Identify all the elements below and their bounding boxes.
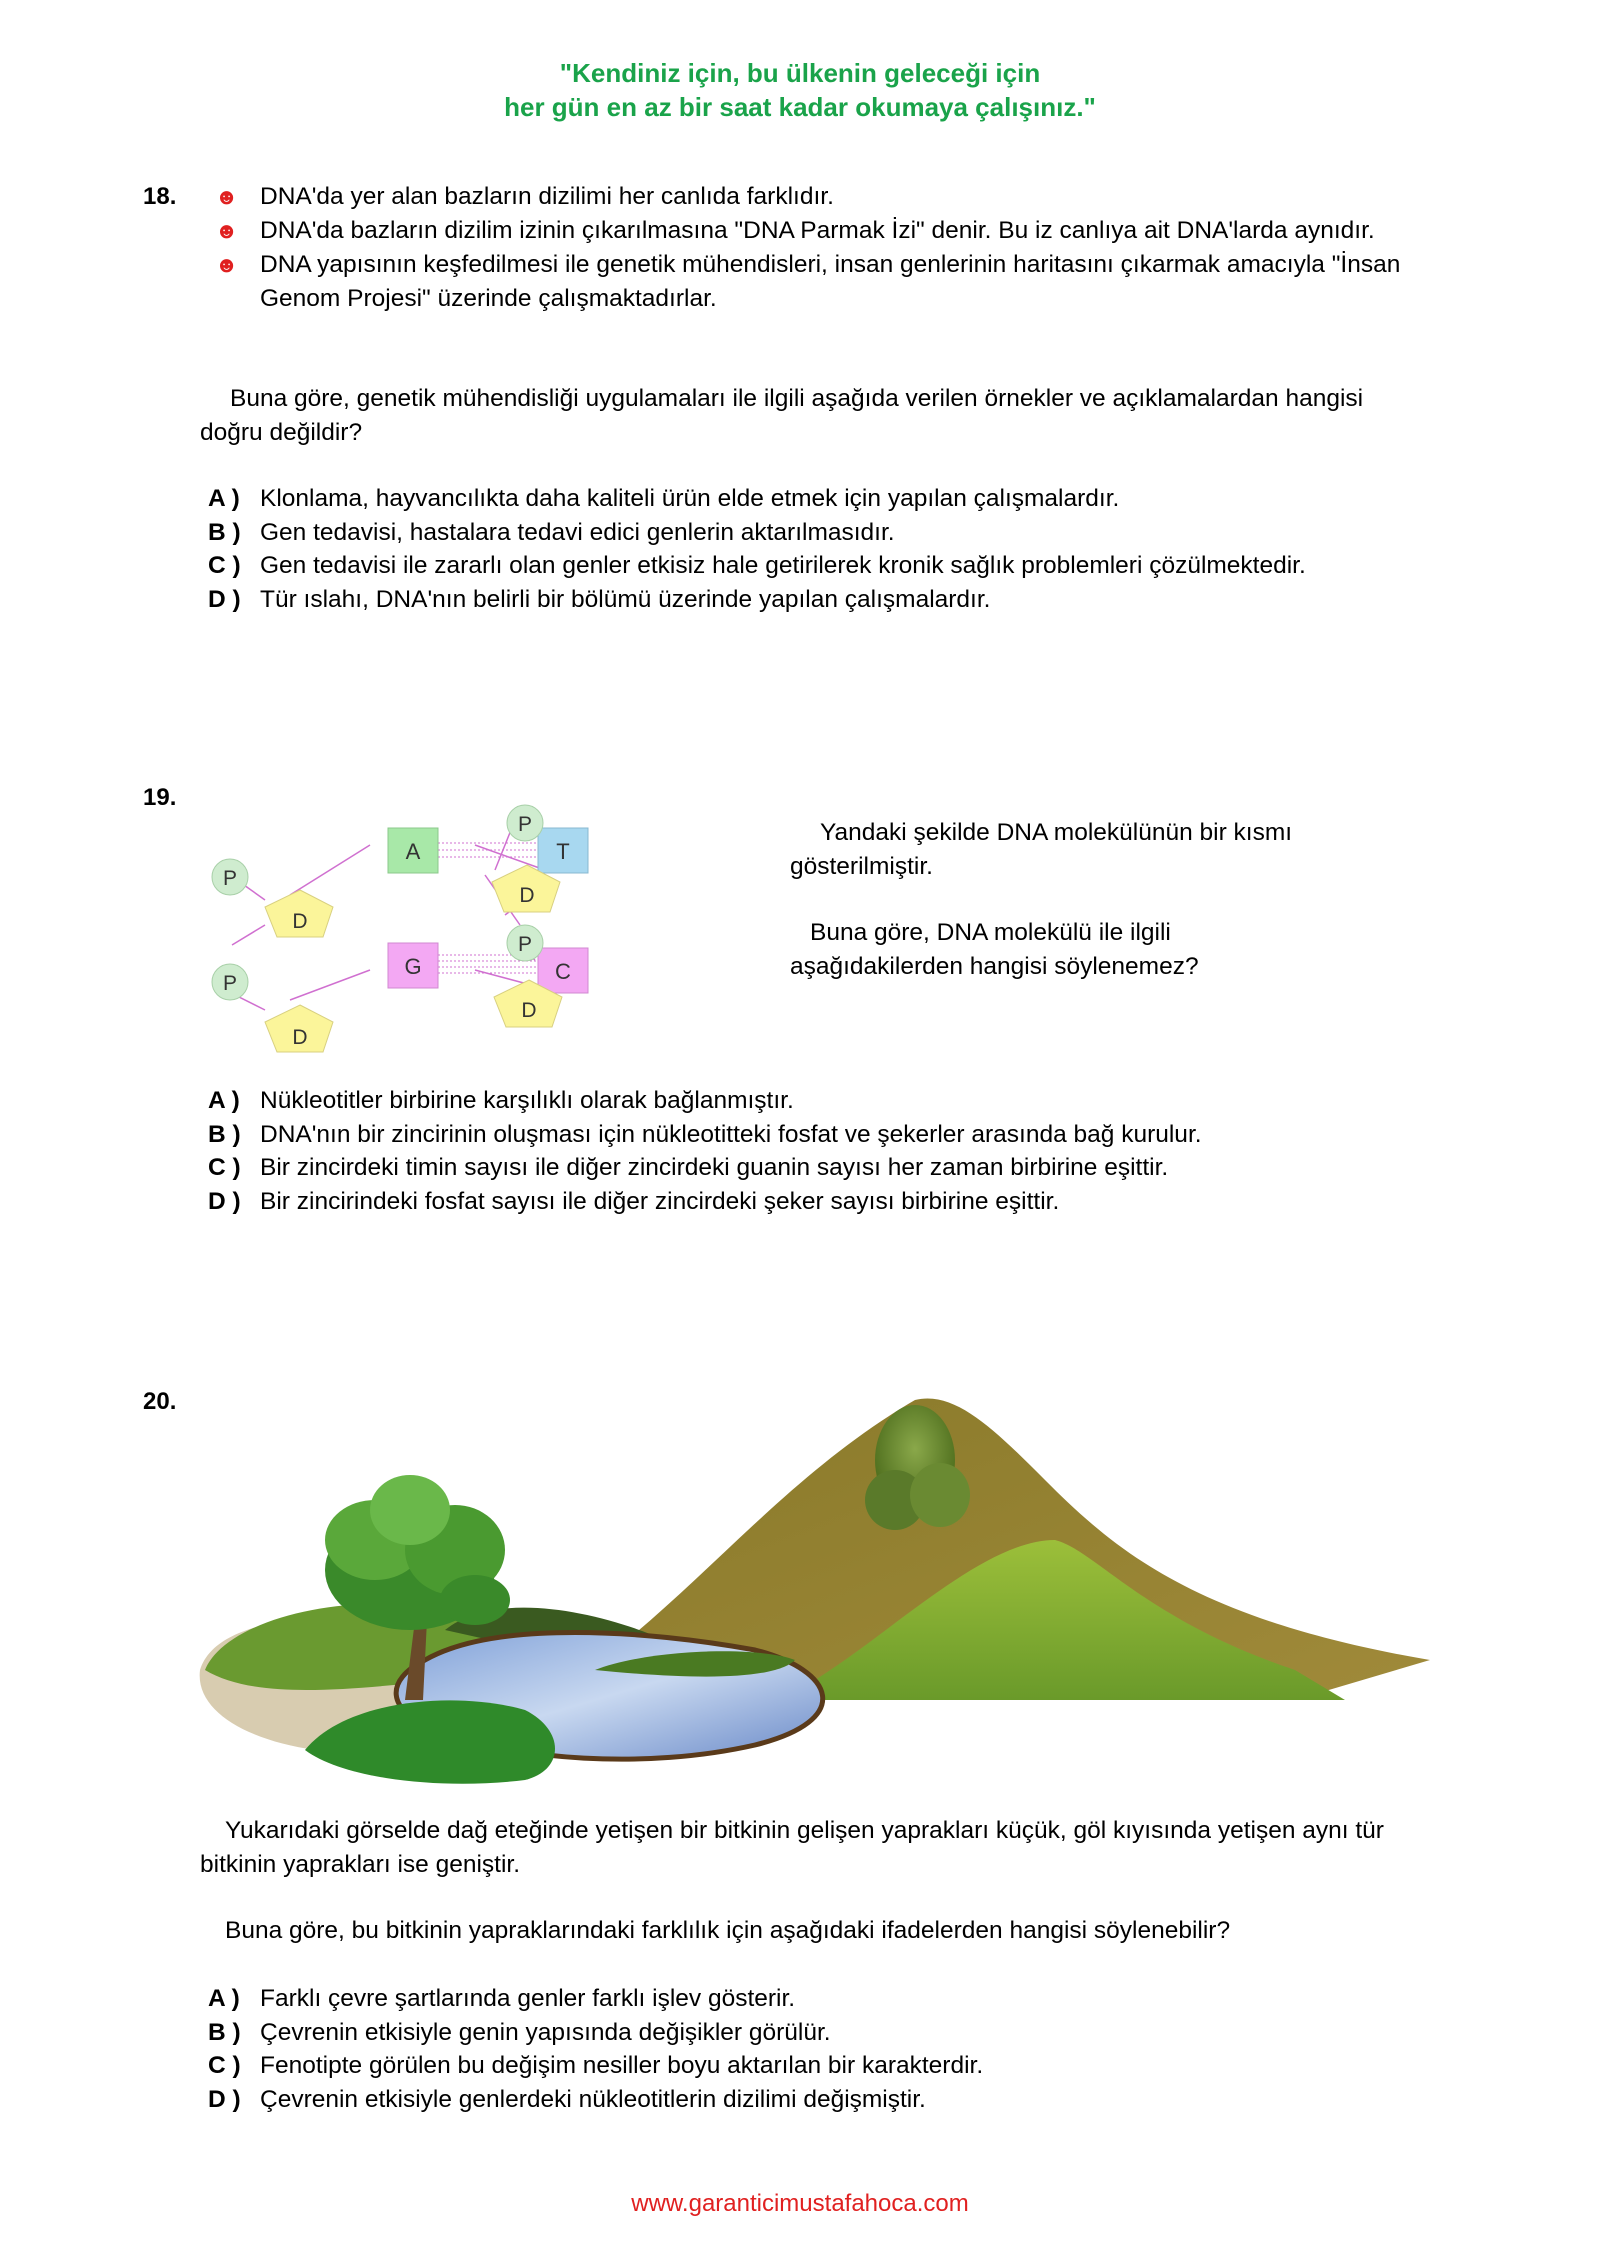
- option-text: Bir zincirdeki timin sayısı ile diğer zincirdeki guanin sayısı her zaman birbirine eşittir.: [260, 1154, 1169, 1181]
- option-letter: D ): [208, 585, 241, 613]
- option-letter: B ): [208, 518, 241, 546]
- option-text: Bir zincirindeki fosfat sayısı ile diğer zincirdeki şeker sayısı birbirine eşittir.: [260, 1187, 1060, 1215]
- svg-text:T: T: [556, 839, 570, 864]
- option-letter: A ): [208, 485, 240, 512]
- svg-text:D: D: [521, 999, 537, 1022]
- footer-website-link[interactable]: www.garanticimustafahoca.com: [631, 2190, 969, 2217]
- option-d[interactable]: [208, 2083, 983, 2117]
- option-text: Fenotipte görülen bu değişim nesiller boyu aktarılan bir karakterdir.: [260, 2052, 984, 2079]
- phosphate-p-3: [507, 805, 543, 841]
- list-item: [215, 214, 1415, 248]
- option-text: Tür ıslahı, DNA'nın belirli bir bölümü üzerinde yapılan çalışmalardır.: [260, 585, 991, 613]
- option-letter: D ): [208, 1187, 241, 1215]
- option-text: Farklı çevre şartlarında genler farklı işlev gösterir.: [260, 1985, 796, 2012]
- option-text: Çevrenin etkisiyle genin yapısında değişikler görülür.: [260, 2018, 831, 2046]
- phosphate-p-2: [212, 964, 248, 1000]
- option-letter: C ): [208, 552, 241, 579]
- dna-diagram: [195, 795, 785, 1070]
- base-c: [538, 948, 588, 993]
- option-a[interactable]: [208, 1084, 1202, 1118]
- option-letter: C ): [208, 2052, 241, 2079]
- q20-paragraph-2: Buna göre, bu bitkinin yapraklarındaki farklılık için aşağıdaki ifadelerden hangisi söylenebilir?: [225, 1917, 1231, 1944]
- svg-text:P: P: [222, 972, 238, 995]
- q19-options: [208, 1084, 1202, 1218]
- option-b[interactable]: [208, 1118, 1202, 1152]
- svg-text:D: D: [519, 884, 535, 907]
- option-text: Çevrenin etkisiyle genlerdeki nükleotitlerin dizilimi değişmiştir.: [260, 2085, 926, 2113]
- option-c[interactable]: [208, 2049, 983, 2083]
- q20-options: [208, 1982, 983, 2116]
- phosphate-p-4: [507, 925, 543, 961]
- option-text: Gen tedavisi, hastalara tedavi edici genlerin aktarılmasıdır.: [260, 518, 895, 546]
- landscape-illustration: [195, 1370, 1435, 1810]
- svg-text:P: P: [222, 867, 238, 890]
- q18-bullet-3: DNA yapısının keşfedilmesi ile genetik mühendisleri, insan genlerinin haritasını çıkarmak amacıyla "İnsan Genom Projesi" üzerinde çalışmaktadırlar.: [260, 251, 1401, 312]
- q18-question: Buna göre, genetik mühendisliği uygulamaları ile ilgili aşağıda verilen örnekler ve açıklamalardan hangisi doğru değildir?: [200, 385, 1364, 446]
- svg-text:A: A: [405, 839, 421, 864]
- smiley-icon: ☻: [215, 252, 239, 277]
- q19-text-2: Buna göre, DNA molekülü ile ilgili aşağıdakilerden hangisi söylenemez?: [790, 919, 1199, 980]
- option-text: Nükleotitler birbirine karşılıklı olarak bağlanmıştır.: [260, 1087, 794, 1114]
- svg-text:G: G: [404, 954, 422, 979]
- q18-options: [208, 482, 1306, 616]
- base-t: [538, 828, 588, 873]
- option-letter: B ): [208, 2018, 241, 2046]
- svg-text:C: C: [555, 959, 571, 984]
- option-letter: C ): [208, 1154, 241, 1181]
- option-b[interactable]: [208, 516, 1306, 550]
- q18-bullet-2: DNA'da bazların dizilim izinin çıkarılmasına "DNA Parmak İzi" denir. Bu iz canlıya ait DNA'larda aynıdır.: [260, 217, 1375, 244]
- option-text: Klonlama, hayvancılıkta daha kaliteli ürün elde etmek için yapılan çalışmalardır.: [260, 485, 1120, 512]
- q18-bullet-1: DNA'da yer alan bazların dizilimi her canlıda farklıdır.: [260, 183, 834, 210]
- svg-text:D: D: [292, 1026, 308, 1049]
- question-number-18: 18.: [143, 183, 177, 210]
- option-text: DNA'nın bir zincirinin oluşması için nükleotitteki fosfat ve şekerler arasında bağ kurulur.: [260, 1120, 1202, 1148]
- option-a[interactable]: [208, 1982, 983, 2016]
- q18-bullet-list: [215, 180, 1415, 316]
- base-g: [388, 943, 438, 988]
- option-text: Gen tedavisi ile zararlı olan genler etkisiz hale getirilerek kronik sağlık problemleri çözülmektedir.: [260, 552, 1306, 579]
- phosphate-p-1: [212, 859, 248, 895]
- list-item: [215, 180, 1415, 214]
- smiley-icon: ☻: [215, 184, 239, 209]
- header-quote: [0, 56, 1600, 124]
- q20-paragraph-1: Yukarıdaki görselde dağ eteğinde yetişen bir bitkinin gelişen yaprakları küçük, göl kıyısında yetişen aynı tür bitkinin yaprakları ise geniştir.: [200, 1817, 1384, 1878]
- option-b[interactable]: [208, 2016, 983, 2050]
- question-number-19: 19.: [143, 784, 177, 811]
- option-a[interactable]: [208, 482, 1306, 516]
- smiley-icon: ☻: [215, 218, 239, 243]
- svg-text:D: D: [292, 910, 308, 933]
- option-letter: D ): [208, 2085, 241, 2113]
- sugar-d-1: [265, 890, 333, 937]
- option-c[interactable]: [208, 1151, 1202, 1185]
- option-letter: B ): [208, 1120, 241, 1148]
- question-number-20: 20.: [143, 1388, 177, 1415]
- header-line-1: "Kendiniz için, bu ülkenin geleceği için: [559, 58, 1041, 88]
- option-letter: A ): [208, 1087, 240, 1114]
- svg-text:P: P: [517, 933, 533, 956]
- option-d[interactable]: [208, 1185, 1202, 1219]
- sugar-d-2: [265, 1005, 333, 1052]
- svg-text:P: P: [517, 813, 533, 836]
- option-d[interactable]: [208, 583, 1306, 617]
- list-item: [215, 248, 1415, 316]
- option-letter: A ): [208, 1985, 240, 2012]
- option-c[interactable]: [208, 549, 1306, 583]
- header-line-2: her gün en az bir saat kadar okumaya çalışınız.": [504, 92, 1096, 122]
- base-a: [388, 828, 438, 873]
- q19-text-1: Yandaki şekilde DNA molekülünün bir kısmı gösterilmiştir.: [790, 819, 1293, 880]
